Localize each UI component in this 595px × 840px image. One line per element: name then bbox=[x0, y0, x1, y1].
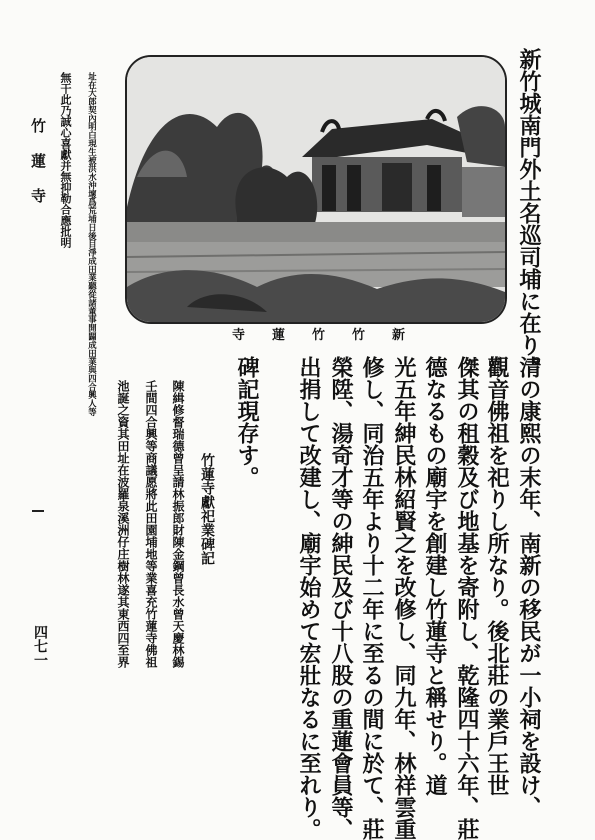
inscription-title: 竹蓮寺獻祀業碑記 bbox=[199, 453, 215, 565]
inscription-line-4: 址在大郎契內明白現生被洪水沖壞爲荒埔日後目淨成田業聽從諸董事開闢成田業與四合興人等 bbox=[87, 72, 98, 416]
main-text-line-5: 德なるもの廟宇を創建し竹蓮寺と稱せり。道 bbox=[422, 356, 448, 796]
temple-photo bbox=[125, 55, 507, 324]
main-text-line-6: 光五年紳民林紹賢之を改修し、同九年、林祥雲重 bbox=[391, 356, 417, 840]
main-text-line-3: 觀音佛祖を祀りし所なり。後北莊の業戶王世 bbox=[484, 356, 510, 796]
inscription-line-5: 無干此乃誠心喜獻并無抑勒合應批明 bbox=[59, 72, 72, 248]
photo-caption-char: 寺 bbox=[232, 328, 246, 343]
inscription-line-1: 陳緝修督瑞德曾呈請林振郎財陳金鋼曾長水曾天慶林錫 bbox=[171, 380, 185, 668]
temple-illustration bbox=[127, 57, 505, 322]
main-text-line-2: 清の康熙の末年、南新の移民が一小祠を設け、 bbox=[516, 356, 542, 818]
photo-caption-char: 蓮 bbox=[272, 328, 286, 343]
main-text-line-7: 修し、同治五年より十二年に至るの間に於て、莊 bbox=[359, 356, 385, 840]
inscription-signature: 竹蓮寺 bbox=[29, 118, 47, 223]
main-text-line-9: 出捐して改建し、廟宇始めて宏壯なるに至れり。 bbox=[296, 356, 322, 840]
margin-mark bbox=[32, 510, 44, 512]
inscription-line-2: 壬間四合興等商議愿將此田園埔地等業喜充竹蓮寺佛祖 bbox=[144, 380, 158, 668]
page-number: 四七一 bbox=[32, 625, 48, 667]
main-text-line-4: 傑其の租穀及び地基を寄附し、乾隆四十六年、莊 bbox=[454, 356, 480, 840]
photo-caption-char: 竹 bbox=[352, 328, 366, 343]
main-text-line-10: 碑記現存す。 bbox=[234, 356, 260, 488]
main-text-line-1: 新竹城南門外土名巡司埔に在り。 bbox=[516, 48, 542, 378]
main-text-line-8: 榮陞、湯奇才等の紳民及び十八股の重蓮會員等、 bbox=[328, 356, 354, 840]
photo-caption-char: 竹 bbox=[312, 328, 326, 343]
photo-caption-char: 新 bbox=[392, 328, 406, 343]
inscription-line-3: 池誕之資其田址在波羅泉溪洲仔庄樹林遂其東西四至界 bbox=[116, 380, 130, 668]
